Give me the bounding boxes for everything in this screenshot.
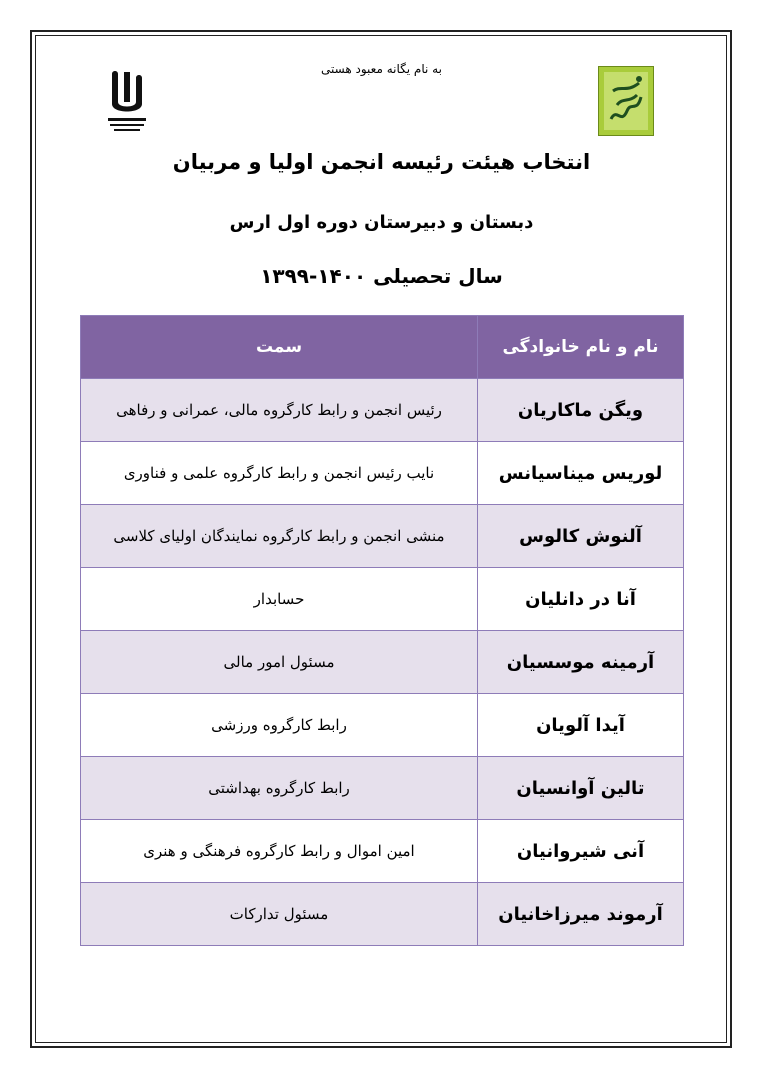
member-name: ویگن ماکاریان	[478, 379, 684, 442]
table-row	[81, 568, 684, 631]
member-name: لوریس میناسیانس	[478, 442, 684, 505]
school-name: دبستان و دبیرستان دوره اول ارس	[229, 212, 534, 233]
member-name: آنا در دانلیان	[478, 568, 684, 631]
member-name: آیدا آلویان	[478, 694, 684, 757]
table-header-row	[81, 316, 684, 379]
association-emblem-icon	[598, 66, 654, 136]
member-name: تالین آوانسیان	[478, 757, 684, 820]
member-name: آرمینه موسسیان	[478, 631, 684, 694]
academic-year: سال تحصیلی ۱۴۰۰-۱۳۹۹	[260, 264, 503, 288]
table-row	[81, 883, 684, 946]
member-role: رئیس انجمن و رابط کارگروه مالی، عمرانی و رفاهی	[81, 379, 478, 442]
blessing-text: به نام یگانه معبود هستی	[321, 62, 442, 76]
table-row	[81, 820, 684, 883]
member-name: آرموند میرزاخانیان	[478, 883, 684, 946]
member-role: نایب رئیس انجمن و رابط کارگروه علمی و فناوری	[81, 442, 478, 505]
table-row	[81, 442, 684, 505]
header-role: سمت	[81, 316, 478, 379]
table-row	[81, 757, 684, 820]
member-role: رابط کارگروه بهداشتی	[81, 757, 478, 820]
member-name: آنی شیروانیان	[478, 820, 684, 883]
board-members-table	[80, 315, 684, 946]
table-row	[81, 631, 684, 694]
member-role: حسابدار	[81, 568, 478, 631]
member-role: امین اموال و رابط کارگروه فرهنگی و هنری	[81, 820, 478, 883]
table-row	[81, 694, 684, 757]
header-name: نام و نام خانوادگی	[478, 316, 684, 379]
member-name: آلنوش کالوس	[478, 505, 684, 568]
table-row	[81, 379, 684, 442]
page-title: انتخاب هیئت رئیسه انجمن اولیا و مربیان	[172, 150, 591, 174]
table-row	[81, 505, 684, 568]
member-role: رابط کارگروه ورزشی	[81, 694, 478, 757]
member-role: مسئول امور مالی	[81, 631, 478, 694]
member-role: منشی انجمن و رابط کارگروه نمایندگان اولیای کلاسی	[81, 505, 478, 568]
member-role: مسئول تدارکات	[81, 883, 478, 946]
school-logo-icon	[104, 68, 150, 134]
